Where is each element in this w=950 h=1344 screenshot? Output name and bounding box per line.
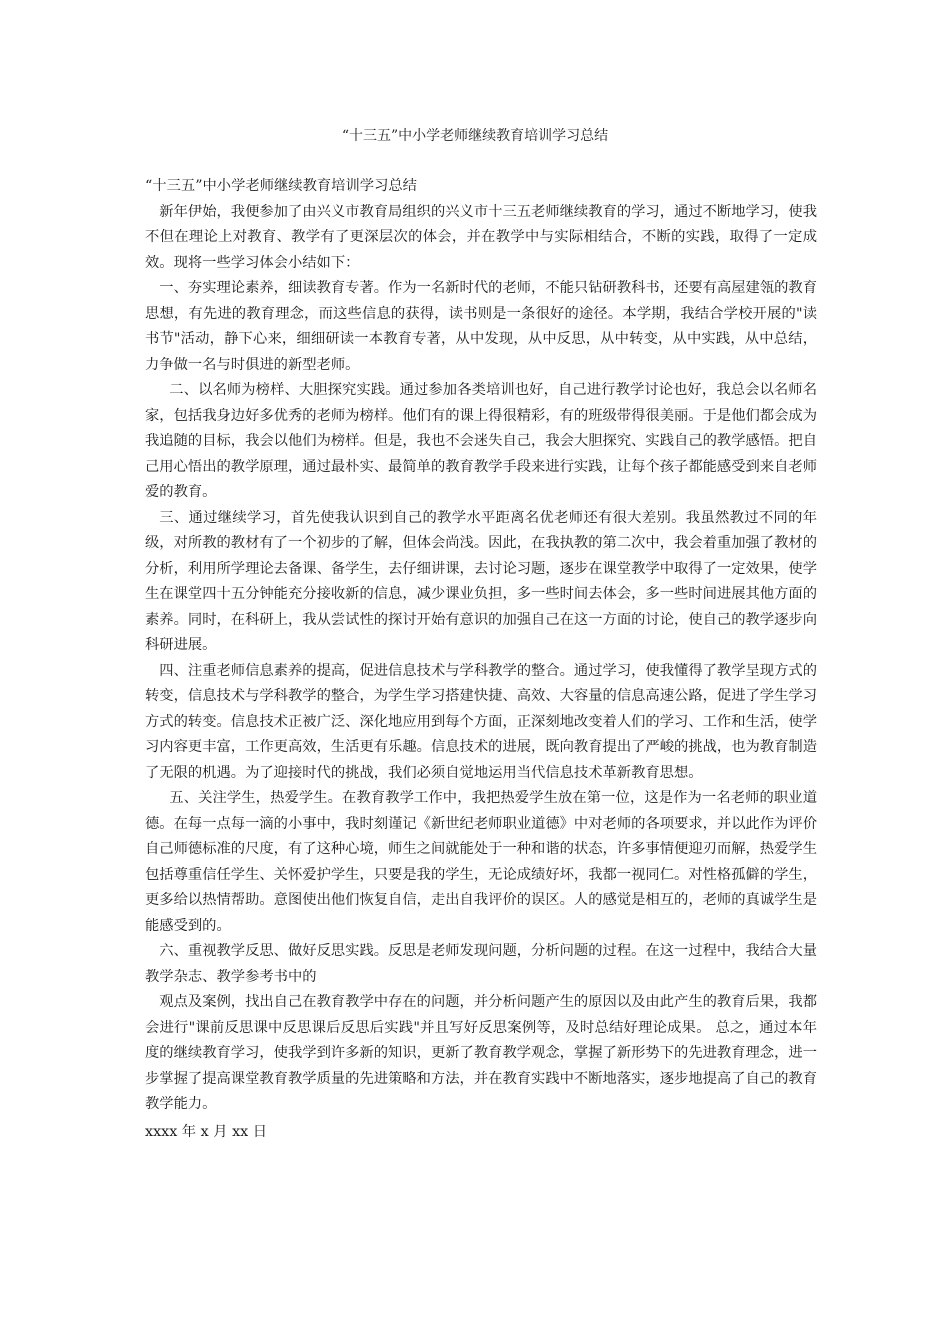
paragraph-section-3: 三、通过继续学习，首先使我认识到自己的教学水平距离名优老师还有很大差别。我虽然教过不同的年级，对所教的教材有了一个初步的了解，但体会尚浅。因此，在我执教的第二次中，我会着重加强了教材的分析，利用所学理论去备课、备学生，去仔细讲课，去讨论习题，逐步在课堂教学中取得了一定效果，使学生在课堂四十五分钟能充分接收新的信息，减少课业负担，多一些时间去体会，多一些时间进展其他方面的素养。同时，在科研上，我从尝试性的探讨开始有意识的加强自己在这一方面的讨论，使自己的教学逐步向科研进展。 (145, 509, 817, 653)
paragraph-section-2: 二、以名师为榜样、大胆探究实践。通过参加各类培训也好，自己进行教学讨论也好，我总会以名师名家，包括我身边好多优秀的老师为榜样。他们有的课上得很精彩，有的班级带得很美丽。于是他们都会成为我追随的目标，我会以他们为榜样。但是，我也不会迷失自己，我会大胆探究、实践自己的教学感悟。把自己用心悟出的教学原理，通过最朴实、最简单的教育教学手段来进行实践，让每个孩子都能感受到来自老师爱的教育。 (145, 382, 817, 500)
paragraph-intro: 新年伊始，我便参加了由兴义市教育局组织的兴义市十三五老师继续教育的学习，通过不断地学习，使我不但在理论上对教育、教学有了更深层次的体会，并在教学中与实际相结合，不断的实践，取得了一定成效。现将一些学习体会小结如下： (145, 203, 817, 271)
body-heading: “十三五”中小学老师继续教育培训学习总结 (145, 178, 417, 194)
document-title: “十三五”中小学老师继续教育培训学习总结 (341, 128, 609, 144)
paragraph-section-6: 六、重视教学反思、做好反思实践。反思是老师发现问题，分析问题的过程。在这一过程中，我结合大量教学杂志、教学参考书中的 (145, 943, 817, 985)
paragraph-section-4: 四、注重老师信息素养的提高，促进信息技术与学科教学的整合。通过学习，使我懂得了教学呈现方式的转变，信息技术与学科教学的整合，为学生学习搭建快捷、高效、大容量的信息高速公路，促进了学生学习方式的转变。信息技术正被广泛、深化地应用到每个方面，正深刻地改变着人们的学习、工作和生活，使学习内容更丰富，工作更高效，生活更有乐趣。信息技术的进展，既向教育提出了严峻的挑战，也为教育制造了无限的机遇。为了迎接时代的挑战，我们必须自觉地运用当代信息技术革新教育思想。 (145, 662, 817, 781)
paragraph-conclusion: 观点及案例，找出自己在教育教学中存在的问题，并分析问题产生的原因以及由此产生的教育后果，我都会进行"课前反思课中反思课后反思后实践"并且写好反思案例等，及时总结好理论成果。 总之，通过本年度的继续教育学习，使我学到许多新的知识，更新了教育教学观念，掌握了新形势下的先进教育理念，进一步掌握了提高课堂教育教学质量的先进策略和方法，并在教育实践中不断地落实，逐步地提高了自己的教育教学能力。 (145, 994, 817, 1112)
paragraph-section-5: 五、关注学生，热爱学生。在教育教学工作中，我把热爱学生放在第一位，这是作为一名老师的职业道德。在每一点每一滴的小事中，我时刻谨记《新世纪老师职业道德》中对老师的各项要求，并以此作为评价自己师德标准的尺度，有了这种心境，师生之间就能处于一种和谐的状态，许多事情便迎刃而解，热爱学生包括尊重信任学生、关怀爱护学生，只要是我的学生，无论成绩好坏，我都一视同仁。对性格孤僻的学生，更多给以热情帮助。意图使出他们恢复自信，走出自我评价的误区。人的感觉是相互的，老师的真诚学生是能感受到的。 (145, 790, 817, 934)
paragraph-section-1: 一、夯实理论素养，细读教育专著。作为一名新时代的老师，不能只钻研教科书，还要有高屋建瓴的教育思想，有先进的教育理念，而这些信息的获得，读书则是一条很好的途径。本学期，我结合学校开展的"读书节"活动，静下心来，细细研读一本教育专著，从中发现，从中反思，从中转变，从中实践，从中总结，力争做一名与时俱进的新型老师。 (145, 280, 817, 373)
document-body (145, 174, 817, 1145)
document-date: xxxx 年 x 月 xx 日 (145, 1123, 268, 1140)
